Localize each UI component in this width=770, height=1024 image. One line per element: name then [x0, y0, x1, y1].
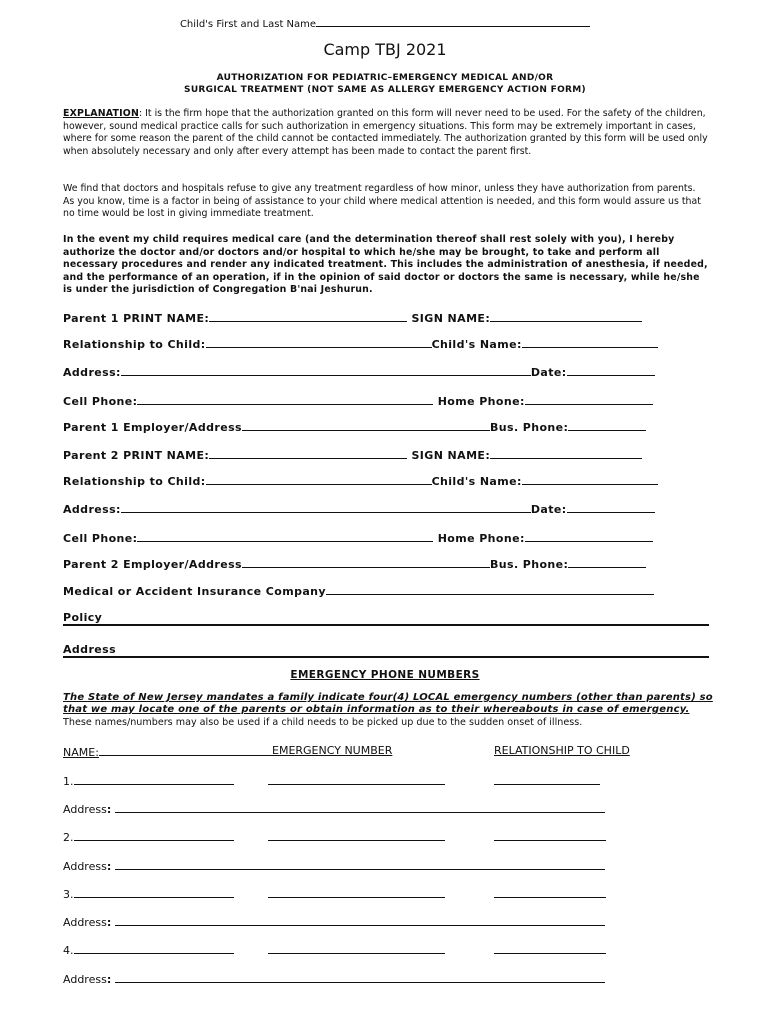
child-name-label: Child's First and Last Name — [179, 19, 317, 30]
parent1-sign-label: SIGN NAME: — [411, 312, 491, 325]
home-phone-field[interactable] — [525, 393, 653, 405]
address-field[interactable] — [121, 501, 531, 513]
home-phone-label: Home Phone: — [437, 395, 525, 408]
col-name-label: NAME: — [63, 746, 99, 759]
cell-phone-label: Cell Phone: — [63, 532, 138, 545]
contact-address-field[interactable] — [115, 914, 605, 926]
contact-relationship-field[interactable] — [494, 942, 606, 954]
bus-phone-label: Bus. Phone: — [489, 558, 569, 571]
home-phone-label: Home Phone: — [437, 532, 525, 545]
mandate-note: These names/numbers may also be used if a child needs to be picked up due to the sudden onset of illness. — [63, 717, 583, 728]
contact-address-field[interactable] — [115, 971, 605, 983]
cell-phone-field[interactable] — [137, 530, 433, 542]
parent1-print-label: Parent 1 PRINT NAME: — [63, 312, 210, 325]
parent1-sign-field[interactable] — [490, 310, 642, 322]
parent2-sign-label: SIGN NAME: — [411, 449, 491, 462]
insurance-label: Medical or Accident Insurance Company — [63, 585, 326, 598]
childs-name-label: Child's Name: — [431, 475, 522, 488]
contact-address-field[interactable] — [115, 858, 605, 870]
cell-phone-label: Cell Phone: — [63, 395, 138, 408]
form-subtitle-2: SURGICAL TREATMENT (NOT SAME AS ALLERGY EMERGENCY ACTION FORM) — [184, 85, 586, 95]
contact-name-field[interactable] — [74, 886, 234, 898]
explanation-label: EXPLANATION — [63, 108, 140, 119]
date-field[interactable] — [567, 364, 655, 376]
contact-address-label: Address — [63, 860, 107, 873]
p1-employer-label: Parent 1 Employer/Address — [63, 421, 242, 434]
contact-address-label: Address — [63, 973, 107, 986]
contact-name-field[interactable] — [74, 942, 234, 954]
row-number: 1. — [63, 775, 74, 788]
parent1-employer-row — [63, 419, 646, 434]
col-number-header: EMERGENCY NUMBER — [272, 744, 393, 757]
bus-phone-field[interactable] — [568, 556, 646, 568]
paragraph-authorization-need: We find that doctors and hospitals refuse to give any treatment regardless of how minor, unless they have authorization from parents. As you know, time is a factor in being of assistance to your child where medical attention is needed, and this form would assure us that no time would be lost in giving immediate treatment. — [63, 183, 701, 220]
contact-address-field[interactable] — [115, 801, 605, 813]
form-title: Camp TBJ 2021 — [323, 40, 447, 59]
parent2-employer-row — [63, 556, 646, 571]
date-label: Date: — [530, 366, 567, 379]
contact-number-field[interactable] — [268, 942, 445, 954]
parent2-phone-row — [63, 530, 653, 545]
insurance-address-label: Address — [63, 643, 117, 656]
address-field[interactable] — [121, 364, 531, 376]
p1-employer-field[interactable] — [242, 419, 490, 431]
mandate-line-2: that we may locate one of the parents or obtain information as to their whereabouts in case of emergency. — [63, 704, 690, 715]
childs-name-label: Child's Name: — [431, 338, 522, 351]
date-label: Date: — [530, 503, 567, 516]
contact-address-row-3: Address: — [63, 914, 605, 929]
parent1-print-field[interactable] — [209, 310, 407, 322]
policy-field-line[interactable] — [63, 624, 709, 626]
paragraph-consent: In the event my child requires medical care (and the determination thereof shall rest solely with you), I hereby authorize the doctor and/or doctors and/or hospital to which he/she may be brought, to take and perform all necessary procedures and render any indicated treatment. This includes the administration of anesthesia, if needed, and the performance of an operation, if in the opinion of said doctor or doctors the same is necessary, while he/she is under the jurisdiction of Congregation B'nai Jeshurun. — [63, 234, 708, 296]
contact-number-field[interactable] — [268, 773, 445, 785]
parent1-address-row — [63, 364, 655, 379]
date-field[interactable] — [567, 501, 655, 513]
parent2-print-label: Parent 2 PRINT NAME: — [63, 449, 210, 462]
contact-relationship-field[interactable] — [494, 886, 606, 898]
relationship-field[interactable] — [206, 473, 432, 485]
contact-relationship-field[interactable] — [494, 829, 606, 841]
policy-label: Policy — [63, 611, 103, 624]
form-subtitle-1: AUTHORIZATION FOR PEDIATRIC–EMERGENCY MEDICAL AND/OR — [216, 73, 554, 83]
contact-address-label: Address — [63, 916, 107, 929]
contact-address-row-4: Address: — [63, 971, 605, 986]
row-number: 2. — [63, 831, 74, 844]
insurance-address-line[interactable] — [63, 656, 709, 658]
relationship-label: Relationship to Child: — [63, 475, 206, 488]
address-label: Address: — [63, 366, 121, 379]
parent2-address-row — [63, 501, 655, 516]
child-name-line[interactable] — [316, 15, 590, 27]
p2-employer-label: Parent 2 Employer/Address — [63, 558, 242, 571]
row-number: 4. — [63, 944, 74, 957]
contact-row-4 — [63, 942, 234, 957]
parent1-relationship-row — [63, 336, 658, 351]
p2-employer-field[interactable] — [242, 556, 490, 568]
bus-phone-field[interactable] — [568, 419, 646, 431]
contact-address-row-2: Address: — [63, 858, 605, 873]
contact-row-1 — [63, 773, 234, 788]
bus-phone-label: Bus. Phone: — [489, 421, 569, 434]
explanation-paragraph — [63, 108, 708, 158]
contact-row-2 — [63, 829, 234, 844]
row-number: 3. — [63, 888, 74, 901]
insurance-row — [63, 583, 654, 598]
contact-number-field[interactable] — [268, 829, 445, 841]
mandate-line-1: The State of New Jersey mandates a family indicate four(4) LOCAL emergency numbers (other than parents) so — [63, 692, 713, 703]
contact-relationship-field[interactable] — [494, 773, 600, 785]
emergency-heading: EMERGENCY PHONE NUMBERS — [290, 669, 480, 681]
childs-name-field[interactable] — [522, 473, 658, 485]
childs-name-field[interactable] — [522, 336, 658, 348]
insurance-field[interactable] — [326, 583, 654, 595]
parent1-name-row — [63, 310, 642, 325]
parent2-sign-field[interactable] — [490, 447, 642, 459]
col-name-header — [63, 744, 274, 759]
explanation-text: : It is the firm hope that the authorization granted on this form will never need to be used. For the safety of the children, however, sound medical practice calls for such authorization in emergency situations. This form may be extremely important in cases, where for some reason the parent of the child cannot be contacted immediately. The authorization granted by this form will be used only when absolutely necessary and only after every attempt has been made to contact the parent first. — [63, 108, 708, 157]
contact-name-field[interactable] — [74, 773, 234, 785]
relationship-field[interactable] — [206, 336, 432, 348]
home-phone-field[interactable] — [525, 530, 653, 542]
contact-address-label: Address — [63, 803, 107, 816]
address-label: Address: — [63, 503, 121, 516]
contact-address-row-1: Address: — [63, 801, 605, 816]
contact-name-field[interactable] — [74, 829, 234, 841]
parent1-phone-row — [63, 393, 653, 408]
parent2-relationship-row — [63, 473, 658, 488]
child-name-header — [0, 15, 770, 30]
cell-phone-field[interactable] — [137, 393, 433, 405]
contact-row-3 — [63, 886, 234, 901]
col-relationship-header: RELATIONSHIP TO CHILD — [494, 744, 630, 757]
parent2-name-row — [63, 447, 642, 462]
parent2-print-field[interactable] — [209, 447, 407, 459]
relationship-label: Relationship to Child: — [63, 338, 206, 351]
contact-number-field[interactable] — [268, 886, 445, 898]
